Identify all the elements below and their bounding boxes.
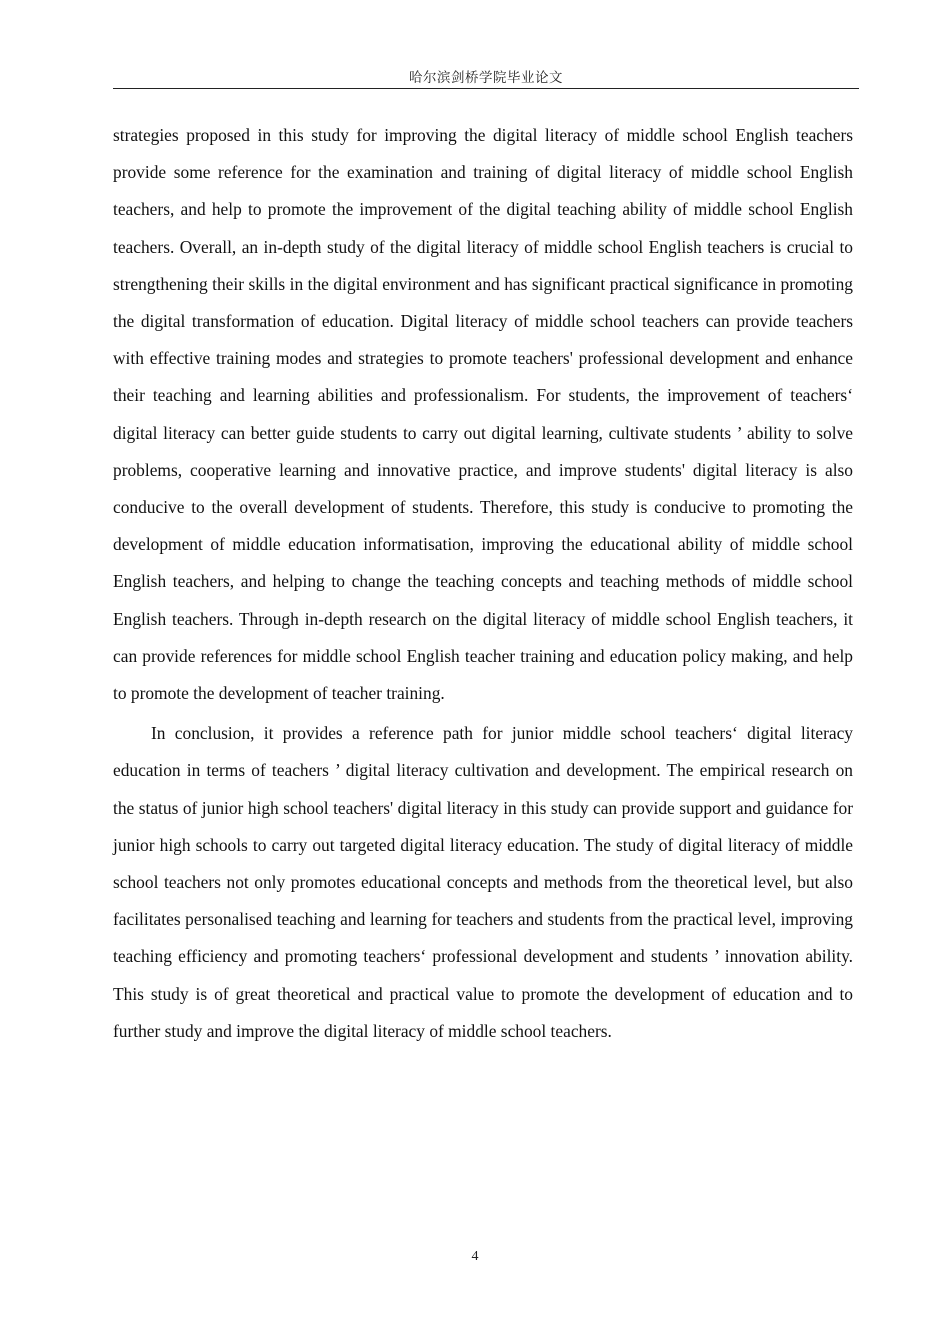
- header-title: 哈尔滨剑桥学院毕业论文: [409, 70, 563, 85]
- paragraph-continuation: strategies proposed in this study for improving the digital literacy of middle school English teachers provide some reference for the examination and training of digital literacy of middle school English teachers, and help to promote the improvement of the digital teaching ability of middle school English teachers. Overall, an in-depth study of the digital literacy of middle school English teachers is crucial to strengthening their skills in the digital environment and has significant practical significance in promoting the digital transformation of education. Digital literacy of middle school teachers can provide teachers with effective training modes and strategies to promote teachers' professional development and enhance their teaching and learning abilities and professionalism. For students, the improvement of teachers‘ digital literacy can better guide students to carry out digital learning, cultivate students ’ ability to solve problems, cooperative learning and innovative practice, and improve students' digital literacy is also conducive to the overall development of students. Therefore, this study is conducive to promoting the development of middle education informatisation, improving the educational ability of middle school English teachers, and helping to change the teaching concepts and teaching methods of middle school English teachers. Through in-depth research on the digital literacy of middle school English teachers, it can provide references for middle school English teacher training and education policy making, and help to promote the development of teacher training.: [113, 125, 853, 704]
- body-text: [113, 117, 853, 1050]
- paragraph-conclusion: In conclusion, it provides a reference path for junior middle school teachers‘ digital literacy education in terms of teachers ’ digital literacy cultivation and development. The empirical research on the status of junior high school teachers' digital literacy in this study can provide support and guidance for junior high schools to carry out targeted digital literacy education. The study of digital literacy of middle school teachers not only promotes educational concepts and methods from the theoretical level, but also facilitates personalised teaching and learning for teachers and students from the practical level, improving teaching efficiency and promoting teachers‘ professional development and students ’ innovation ability. This study is of great theoretical and practical value to promote the development of education and to further study and improve the digital literacy of middle school teachers.: [113, 723, 853, 1041]
- page-header: [113, 64, 859, 89]
- page-number: 4: [471, 1249, 479, 1264]
